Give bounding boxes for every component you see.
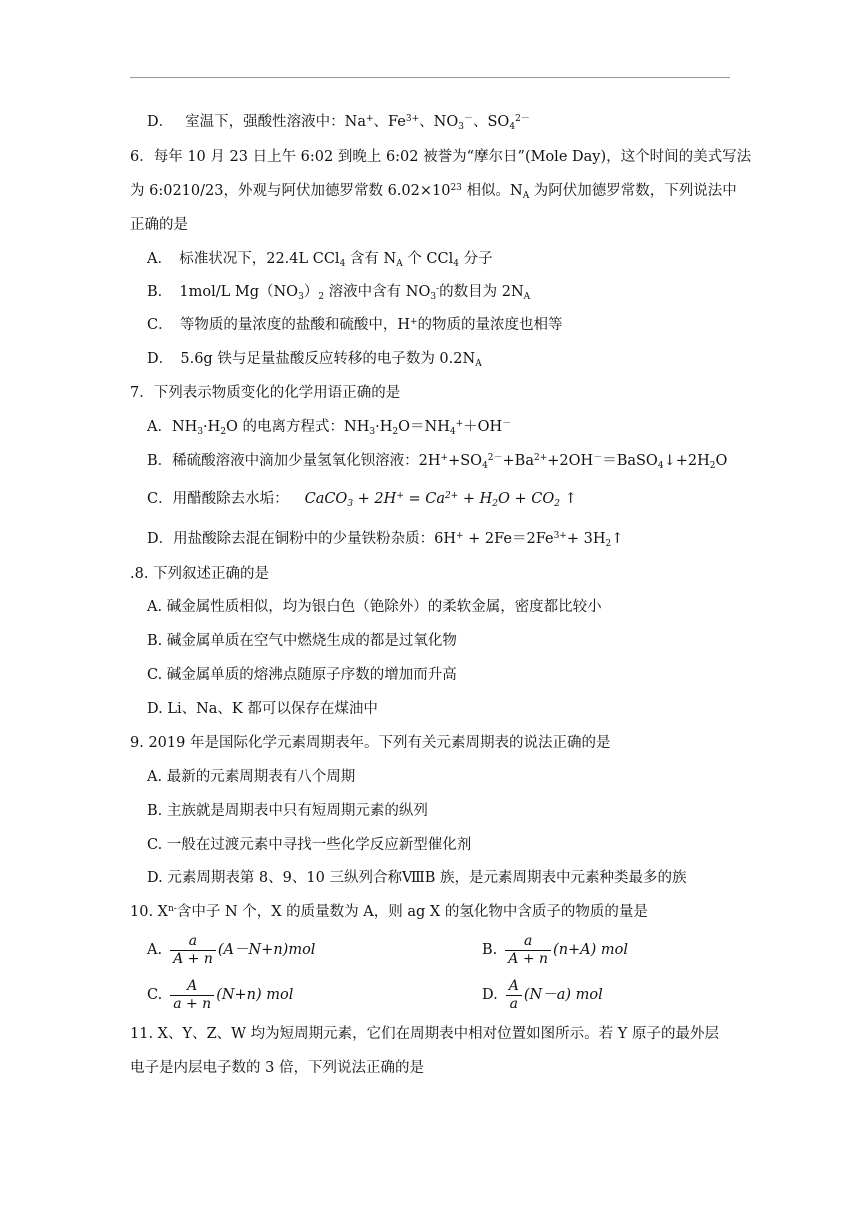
q10-a-fraction: $\frac{a}{A + n}$ — [170, 933, 216, 968]
q7-option-b: B．稀硫酸溶液中滴加少量氢氧化钡溶液：$2H^++SO_4^{2-}+Ba^{2+}+2OH^-=BaSO_4↓+2H_2O$ — [147, 453, 728, 471]
q7-stem: 7．下列表示物质变化的化学用语正确的是 — [130, 385, 401, 401]
q9-stem: 9. 2019 年是国际化学元素周期表年。下列有关元素周期表的说法正确的是 — [130, 735, 611, 751]
q10-option-c: C. $\frac{A}{a + n}$ (N+n) mol — [147, 977, 294, 1012]
q10-option-d: D. $\frac{A}{a}$ (N－a) mol — [482, 977, 603, 1012]
q10-b-fraction: $\frac{a}{A + n}$ — [505, 933, 551, 968]
q11-stem-line2: 电子是内层电子数的 3 倍，下列说法正确的是 — [130, 1060, 424, 1076]
q8-option-b: B. 碱金属单质在空气中燃烧生成的都是过氧化物 — [147, 633, 457, 649]
q9-option-d: D. 元素周期表第 8、9、10 三纵列合称ⅧB 族，是元素周期表中元素种类最多的族 — [147, 870, 687, 886]
q8-option-c: C. 碱金属单质的熔沸点随原子序数的增加而升高 — [147, 667, 457, 683]
q10-c-fraction: $\frac{A}{a + n}$ — [170, 978, 214, 1013]
q6-option-c: C． 等物质的量浓度的盐酸和硫酸中，H+的物质的量浓度也相等 — [147, 317, 563, 333]
header-rule — [130, 77, 730, 78]
q5-option-d: D． 室温下，强酸性溶液中：Na+、$Fe^{3+}$、$NO_3^-$、$SO_4^{2-}$ — [147, 114, 530, 132]
q7-c-equation: CaCO$_3$ + $2H^+ = Ca^{2+} + H_2O + CO_2$ ↑ — [304, 491, 577, 509]
q6-option-b: B． 1mol/L $Mg(NO_3)_2$ 溶液中含有 $NO_3^-$的数目为 $2N_A$ — [147, 284, 531, 302]
q7-option-c: C．用醋酸除去水垢： CaCO$_3$ + $2H^+ = Ca^{2+} + H_2O + CO_2$ ↑ — [147, 491, 577, 509]
q6-stem-line1: 6．每年 10 月 23 日上午 6:02 到晚上 6:02 被誉为“摩尔日”(Mole Day)，这个时间的美式写法 — [130, 149, 752, 165]
q8-stem: .8. 下列叙述正确的是 — [130, 566, 270, 582]
q6-stem-line2: 为 6:0210/23，外观与阿伏加德罗常数 $6.02\times 10^{23}$ 相似。$N_A$ 为阿伏加德罗常数，下列说法中 — [130, 183, 737, 201]
q7-option-a: A．$NH_3\cdot H_2O$ 的电离方程式：$NH_3\cdot H_2O=NH_4^++OH^-$ — [147, 419, 512, 437]
q10-d-fraction: $\frac{A}{a}$ — [506, 978, 522, 1013]
q11-stem-line1: 11. X、Y、Z、W 均为短周期元素，它们在周期表中相对位置如图所示。若 Y 原子的最外层 — [130, 1026, 719, 1042]
q9-option-b: B. 主族就是周期表中只有短周期元素的纵列 — [147, 803, 428, 819]
q10-stem: 10. $X^{n-}$含中子 N 个，X 的质量数为 A，则 ag X 的氢化物中含质子的物质的量是 — [130, 904, 648, 920]
q6-option-d: D． 5.6g 铁与足量盐酸反应转移的电子数为 $0.2N_A$ — [147, 351, 482, 369]
q9-option-a: A. 最新的元素周期表有八个周期 — [147, 769, 356, 785]
q8-option-a: A. 碱金属性质相似，均为银白色（铯除外）的柔软金属，密度都比较小 — [147, 599, 602, 615]
q9-option-c: C. 一般在过渡元素中寻找一些化学反应新型催化剂 — [147, 837, 472, 853]
q6-option-a: A． 标准状况下，22.4L CCl$_4$ 含有 $N_A$ 个 CCl$_4$ 分子 — [147, 251, 493, 269]
q10-option-a: A. $\frac{a}{A + n}$ (A－N+n)mol — [147, 932, 316, 967]
q6-stem-line3: 正确的是 — [130, 217, 188, 233]
q8-option-d: D. Li、Na、K 都可以保存在煤油中 — [147, 701, 378, 717]
q7-option-d: D．用盐酸除去混在铜粉中的少量铁粉杂质：$6H^+ + 2Fe=2Fe^{3+}+$ $3H_2↑$ — [147, 531, 624, 549]
q10-option-b: B. $\frac{a}{A + n}$ (n+A) mol — [482, 932, 629, 967]
